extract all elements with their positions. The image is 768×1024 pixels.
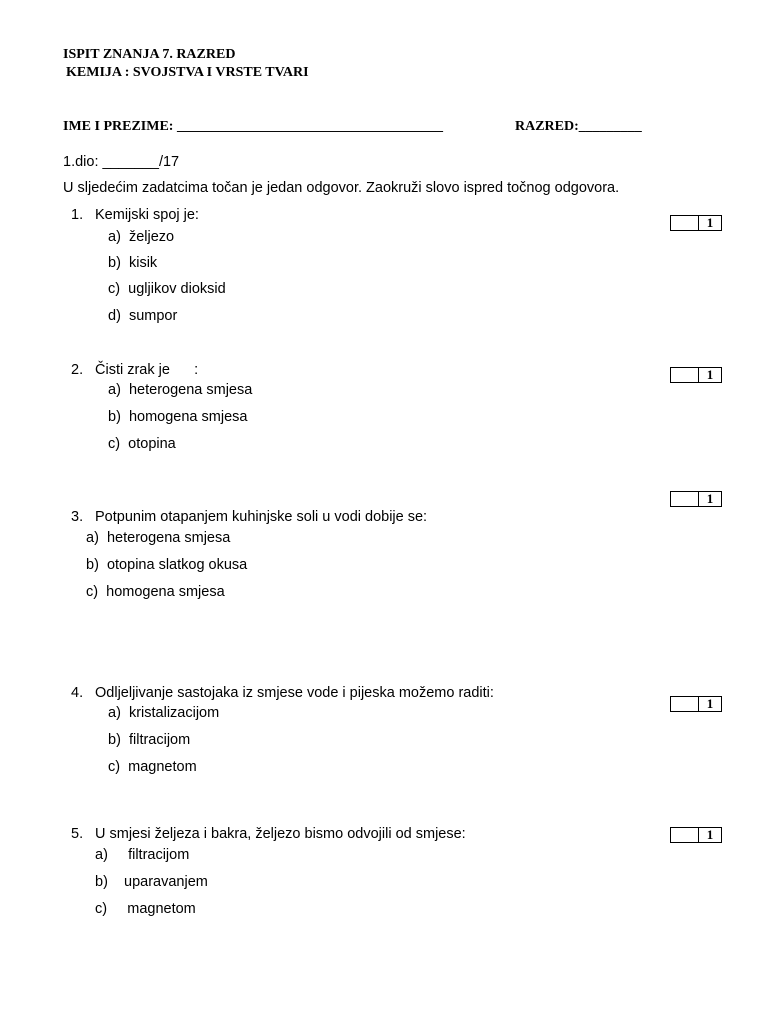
- question-number: 4.: [71, 685, 84, 701]
- score-box: [670, 696, 722, 712]
- points-value: 1: [706, 215, 714, 230]
- points-value: 1: [706, 827, 714, 842]
- option-text: otopina: [128, 436, 176, 452]
- option-letter: b): [108, 255, 121, 271]
- question-text: Odljeljivanje sastojaka iz smjese vode i pijeska možemo raditi:: [95, 685, 494, 701]
- option-c[interactable]: [95, 901, 196, 917]
- option-text: željezo: [128, 229, 175, 245]
- option-b[interactable]: [108, 255, 157, 271]
- option-text: filtracijom: [128, 847, 190, 863]
- option-d[interactable]: [108, 308, 177, 324]
- exam-subtitle: KEMIJA : SVOJSTVA I VRSTE TVARI: [66, 65, 309, 80]
- option-c[interactable]: [86, 584, 225, 600]
- score-box: [670, 367, 722, 383]
- option-a[interactable]: [108, 705, 219, 721]
- option-text: magnetom: [127, 901, 196, 917]
- name-field-label[interactable]: IME I PREZIME: ______________________________________: [63, 119, 443, 134]
- question-text: Čisti zrak je :: [95, 362, 199, 378]
- option-letter: c): [108, 759, 121, 775]
- part-score-label: 1.dio: _______/17: [63, 154, 180, 170]
- option-letter: b): [86, 557, 99, 573]
- option-text: homogena smjesa: [128, 409, 248, 425]
- option-letter: a): [108, 229, 121, 245]
- question-number: 3.: [71, 509, 84, 525]
- option-a[interactable]: [95, 847, 189, 863]
- option-text: kisik: [128, 255, 158, 271]
- points-value: 1: [706, 491, 714, 506]
- score-box: [670, 491, 722, 507]
- option-text: uparavanjem: [124, 874, 208, 890]
- question-number: 5.: [71, 826, 84, 842]
- option-c[interactable]: [108, 759, 197, 775]
- option-letter: b): [95, 874, 108, 890]
- option-c[interactable]: [108, 436, 176, 452]
- option-a[interactable]: [108, 229, 174, 245]
- question-text: Potpunim otapanjem kuhinjske soli u vodi dobije se:: [95, 509, 428, 525]
- option-letter: a): [95, 847, 108, 863]
- option-a[interactable]: [86, 530, 230, 546]
- option-b[interactable]: [108, 409, 247, 425]
- score-box: [670, 215, 722, 231]
- instructions: U sljedećim zadatcima točan je jedan odgovor. Zaokruži slovo ispred točnog odgovora.: [63, 180, 620, 196]
- option-text: magnetom: [128, 759, 197, 775]
- option-letter: c): [108, 436, 121, 452]
- option-letter: b): [108, 732, 121, 748]
- points-value: 1: [706, 367, 714, 382]
- option-letter: a): [86, 530, 99, 546]
- option-b[interactable]: [108, 732, 190, 748]
- option-text: filtracijom: [128, 732, 191, 748]
- option-a[interactable]: [108, 382, 252, 398]
- option-letter: c): [108, 281, 121, 297]
- option-letter: d): [108, 308, 121, 324]
- option-letter: b): [108, 409, 121, 425]
- class-field-label[interactable]: RAZRED:_________: [515, 119, 642, 134]
- option-text: sumpor: [128, 308, 178, 324]
- option-letter: a): [108, 705, 121, 721]
- option-text: otopina slatkog okusa: [106, 557, 248, 573]
- question-number: 1.: [71, 207, 84, 223]
- option-b[interactable]: [95, 874, 208, 890]
- option-text: kristalizacijom: [128, 705, 220, 721]
- score-box: [670, 827, 722, 843]
- option-letter: a): [108, 382, 121, 398]
- option-text: homogena smjesa: [106, 584, 225, 600]
- option-b[interactable]: [86, 557, 247, 573]
- option-text: ugljikov dioksid: [128, 281, 226, 297]
- option-letter: c): [95, 901, 108, 917]
- points-value: 1: [706, 696, 714, 711]
- option-text: heterogena smjesa: [106, 530, 231, 546]
- option-text: heterogena smjesa: [128, 382, 253, 398]
- question-text: Kemijski spoj je:: [95, 207, 199, 223]
- question-number: 2.: [71, 362, 84, 378]
- option-letter: c): [86, 584, 99, 600]
- exam-title: ISPIT ZNANJA 7. RAZRED: [63, 47, 236, 62]
- question-text: U smjesi željeza i bakra, željezo bismo odvojili od smjese:: [95, 826, 466, 842]
- option-c[interactable]: [108, 281, 226, 297]
